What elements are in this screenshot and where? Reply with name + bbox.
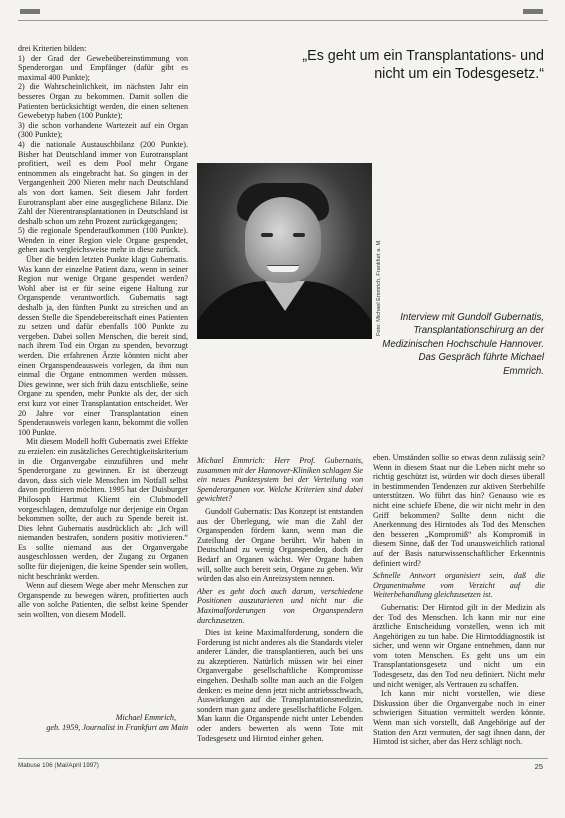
- interview-answer: Ich kann mir nicht vorstellen, wie diese Diskussion über die Organvergabe noch in einer schwierigen Situation vermittelt werden könnte. Wenn man sich vorstellt, daß Angehörige auf der Station den Arzt vermuten, der sagt ihnen dann, der Hirntod ist sicher, aber das Herz schlägt noch.: [373, 689, 545, 747]
- interview-question: Michael Emmrich: Herr Prof. Gubernatis, zusammen mit der Hannover-Kliniken schlagen Sie ein neues Punktesystem bei der Verteilung von Spenderorganen vor. Welche Kriterien sind dabei gewichtet?: [197, 456, 363, 504]
- article-column-1: [18, 44, 188, 750]
- interview-intro: Interview mit Gundolf Gubernatis, Transplantationschirurg an der Medizinischen Hochschule Hannover. Das Gespräch führte Michael Emmrich.: [382, 312, 544, 377]
- paragraph: 1) der Grad der Gewebeübereinstimmung von Spenderorgan und Empfänger (dafür gibt es maximal 400 Punkte);: [18, 53, 188, 82]
- page-number: 25: [534, 762, 543, 771]
- paragraph: 2) die Wahrscheinlichkeit, im nächsten Jahr ein besseres Organ zu bekommen. Damit sollen die Patienten berücksichtigt werden, die einen seltenen Gewebetyp haben (100 Punkte);: [18, 82, 188, 121]
- footer-rule: [18, 758, 548, 759]
- interview-answer: Dies ist keine Maximalforderung, sondern die Forderung ist nicht anderes als die Standards vieler anderer Länder, die transplantieren, auch bei uns zu akzeptieren. Natürlich müssen wir bei einer Organvergabe gesellschaftliche Kompromisse eingehen. Deshalb sollte man auch an die Folgen denken: es meine denn jetzt nicht antriebsschwach, Auswirkungen auf die Transplantationsmedizin, sondern man ganz andere gesellschaftliche Folgen. Man kann die Organspende nicht unter Lebenden oder anders bewerten als wenn Tote mit Todesgesetz und Hirntod einher gehen.: [197, 628, 363, 743]
- header-mark-right: [523, 9, 543, 14]
- pull-quote: „Es geht um ein Transplantations- und nicht um ein Todesgesetz.“: [302, 48, 544, 82]
- footer-publication: Mabuse 106 (Mai/April 1997): [18, 762, 99, 769]
- interview-question: Schnelle Antwort organisiert sein, daß die Organentnahme vom Verzicht auf die Weiterbehandlung gleichzusetzen ist.: [373, 571, 545, 600]
- paragraph: Mit diesem Modell hofft Gubernatis zwei Effekte zu erzielen: ein zusätzliches Gerechtigkeitskriterium in die Organvergabe einzuführen und mehr Spenderorgane zu gewinnen. Er ist überzeugt davon, dass sich viele Menschen im Notfall selbst davon profitieren möchten. 1995 hat der Duisburger Philosoph Hartmut Kliemt ein Clubmodell vorgeschlagen, demzufolge nur derjenige ein Organ bekommen sollte, der auch zu Spende bereit ist. Dies lehnt Gubernatis ausdrücklich ab: „Ich will niemanden bestrafen, sondern positiv motivieren.“ Es sollte niemand aus der Organvergabe ausgeschlossen werden, der Zugang zu Organen sollte für diejenigen, die keine Spender sein wollen, nicht beschränkt werden.: [18, 437, 188, 581]
- author-bio: geb. 1959, Journalist in Frankfurt am Main: [46, 722, 188, 732]
- interview-question: Aber es geht doch auch darum, verschiedene Positionen auszutarieren und nicht nur die Maximalforderungen von Organspendern durchzusetzen.: [197, 586, 363, 625]
- paragraph: 4) die nationale Austauschbilanz (200 Punkte). Bisher hat Deutschland immer von Eurotransplant profitiert, weil es dem Pool mehr Organe entnommen als eingebracht hat. So gingen in der Vergangenheit 200 Nieren mehr nach Deutschland als von dort kamen. Seit diesem Jahr fordert Eurotransplant aber eine ausgeglichene Bilanz. Die Zahl der Nierentransplantationen in Deutschland ist deshalb schon um zehn Prozent zurückgegangen;: [18, 139, 188, 226]
- interview-answer: eben. Umständen sollte so etwas denn zulässig sein? Wenn in diesem Staat nur die Leben nicht mehr so richtig geschützt ist, würden wir doch dieses überall in bestimmenden Tendenzen zur aktiven Sterbehilfe unterstützen. Wo führt das hin? Genauso wie es nicht eine schiefe Ebene, die wir nicht mehr in den Griff bekommen? Sollte denn nicht die Anerkennung des Hirntodes als Tod des Menschen den besseren „Kompromiß“ als Kompromiß in diesem Sinne, daß der Tod unausweichlich rational auf der Basis naturwissenschaftlicher Erkenntnis definiert wird?: [373, 453, 545, 568]
- interview-answer: Gundolf Gubernatis: Das Konzept ist entstanden aus der Überlegung, wie man die Zahl der Organspenden fördern kann, wenn man die Zuteilung der Organe berührt. Wir haben in Deutschland zu wenig Organspenden, doch der Bedarf an Organen wächst. Wer Organe haben will, sollte auch bereit sein, Organe zu geben. Wir würden das also ein Anreizsystem nennen.: [197, 506, 363, 584]
- paragraph: Über die beiden letzten Punkte klagt Gubernatis. Was kann der einzelne Patient dazu, wenn in seiner Region nur wenige Organe gespendet werden? Wohl aber ist er für seine eigene Haltung zur Organspende verantwortlich. Gubernatis sagt deshalb ja, den fünften Punkt zu streichen und an dessen Stelle die Spendebereitschaft eines Patienten zu setzen und dafür ebenfalls 100 Punkte zu vergeben. Dabei sollen Menschen, die bereit sind, nach ihrem Tod ein Organ zu spenden, bevorzugt werden. Die erfahrenen Ärzte könnten nicht aber einen Organspendeausweis vorlegen, da ihm nun einmal die Organe entnommen werden müssen. Dies gewinne, wer sich früh dazu entschließe, seine Organe zu spenden, mehr Punkte als der, der sich erst kurz vor einer Transplantation entscheidet. Wer 20 Jahre vor einer Transplantation einen Spenderausweis vorlegen kann, bekommt die vollen 100 Punkte.: [18, 255, 188, 437]
- photo-credit: Foto: Michael Emmrich, Frankfurt a. M.: [376, 239, 382, 336]
- author-name: Michael Emmrich,: [115, 713, 176, 722]
- header-mark-left: [20, 9, 40, 14]
- paragraph: 3) die schon vorhandene Wartezeit auf ein Organ (300 Punkte);: [18, 120, 188, 140]
- header-rule: [18, 20, 548, 21]
- paragraph: 5) die regionale Spenderaufkommen (100 Punkte). Wenden in einer Region viele Organe gespendet, gehen auch vergleichsweise mehr in diese zurück.: [18, 226, 188, 255]
- article-column-2: [197, 453, 363, 753]
- paragraph: drei Kriterien bilden:: [18, 44, 87, 53]
- author-signature: [18, 713, 188, 732]
- article-column-3: [373, 453, 545, 753]
- paragraph: Wenn auf diesem Wege aber mehr Menschen zur Organspende zu bewegen wären, profitierten auch alle von solche Patienten, die selbst keine Spender sein wollten, von diesem Modell.: [18, 581, 188, 620]
- interview-answer: Gubernatis: Der Hirntod gilt in der Medizin als der Tod des Menschen. Ich kann mir nur eine ärztliche Entscheidung vorstellen, wenn ich mit Angehörigen zu tun habe. Die Hirntoddiagnostik ist sicher, und wenn wir Organe entnehmen, dann nur vom toten Menschen. Es geht uns um ein Transplantationsgesetz und nicht um ein Todesgesetz, das den Tod neu definiert. Nicht mehr und nicht weniger, als Vertrauen zu schaffen.: [373, 602, 545, 689]
- portrait-photo: [197, 163, 372, 339]
